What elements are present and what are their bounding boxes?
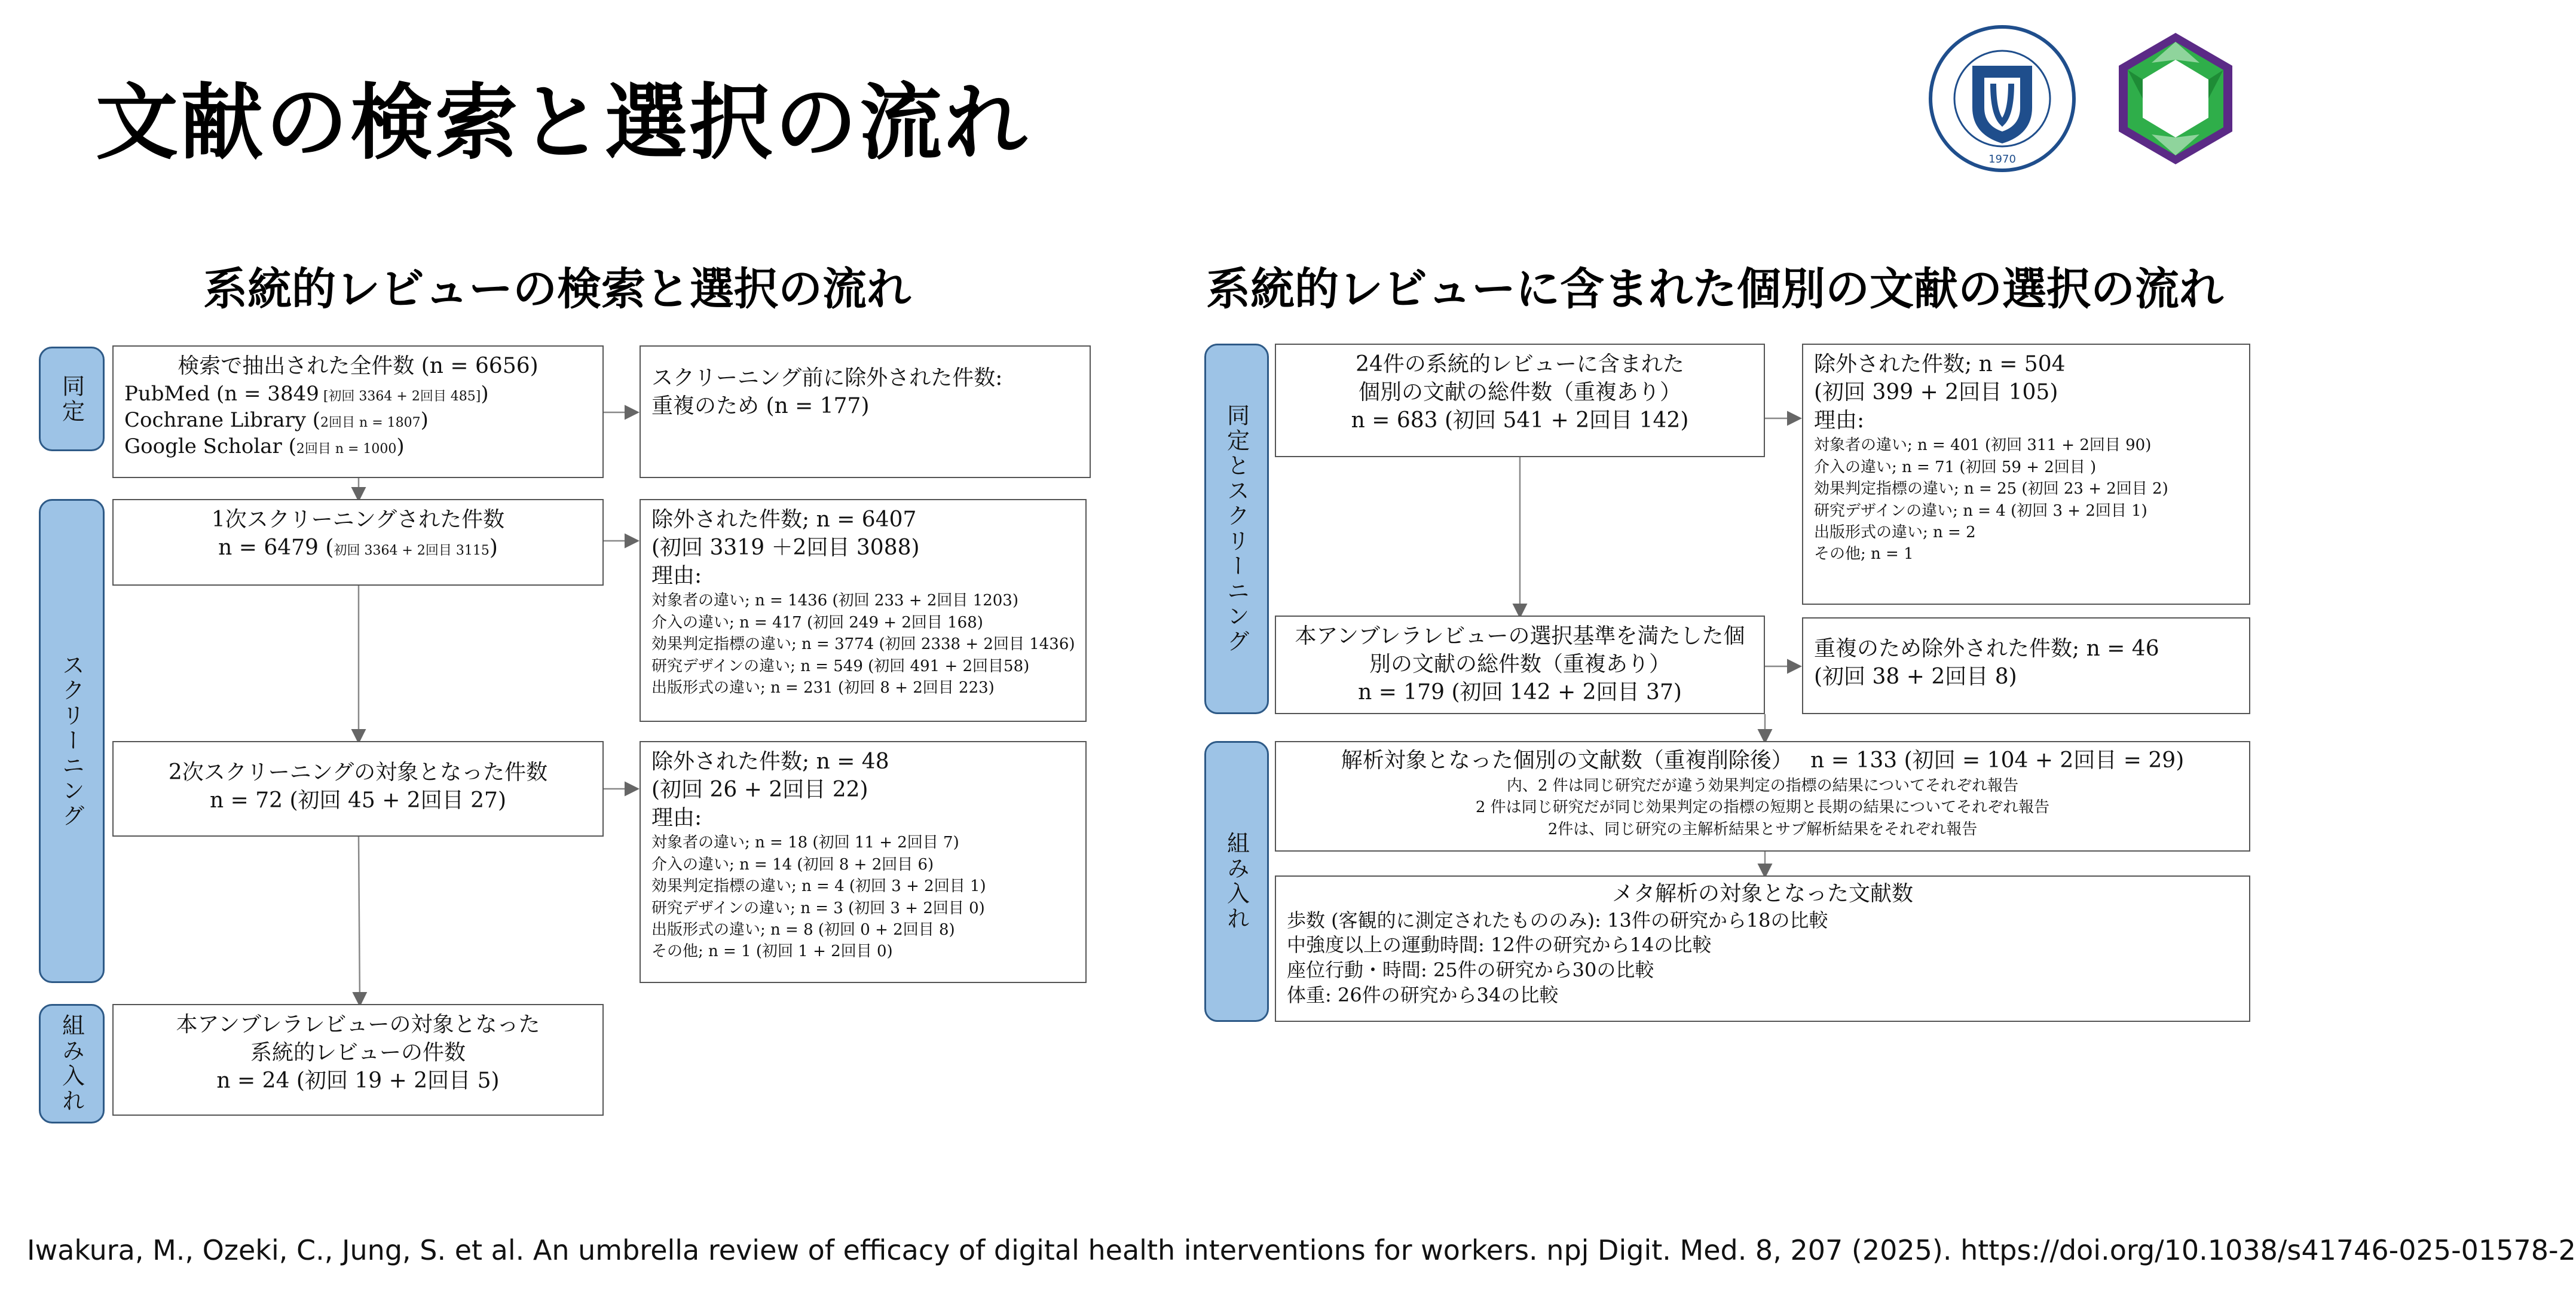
stage-inclusion-label: 組み入れ xyxy=(58,1014,85,1114)
second-screening-line1: 2次スクリーニングの対象となった件数 xyxy=(168,760,548,785)
first-screening-detail: 初回 3364 + 2回目 3115 xyxy=(334,543,489,558)
second-screening-line2: n = 72 (初回 45 + 2回目 27) xyxy=(209,788,507,813)
criteria-line1: 本アンブレラレビューの選択基準を満たした個 xyxy=(1295,624,1745,648)
stage-screening xyxy=(39,499,105,983)
removed-before-line2: 重複のため (n = 177) xyxy=(651,393,870,418)
duplicates-line1: 重複のため除外された件数; n = 46 xyxy=(1814,636,2159,661)
pubmed-count: PubMed (n = 3849 xyxy=(124,381,319,406)
removed-before-screening-box xyxy=(640,345,1091,478)
included-line3: n = 24 (初回 19 + 2回目 5) xyxy=(216,1068,500,1093)
duplicates-line2: (初回 38 + 2回目 8) xyxy=(1814,664,2017,689)
total-articles-box xyxy=(1275,344,1765,457)
total-line1: 24件の系統的レビューに含まれた xyxy=(1356,352,1684,376)
scholar-close: ) xyxy=(396,434,405,459)
pubmed-close: ) xyxy=(481,381,489,406)
identified-records-box xyxy=(112,345,604,478)
citation-text: Iwakura, M., Ozeki, C., Jung, S. et al. An umbrella review of efficacy of digital health interventions for workers. npj Digit. Med. 8, 207 (2025). https://doi.org/10.1038/s41746-025-01578-2 xyxy=(27,1234,2576,1266)
meta-item: 体重: 26件の研究から34の比較 xyxy=(1287,983,1559,1006)
excluded-articles-line2: (初回 399 + 2回目 105) xyxy=(1814,379,2058,405)
stage-inclusion-right xyxy=(1204,741,1269,1022)
excluded-second-line1: 除外された件数; n = 48 xyxy=(651,749,889,774)
excluded-articles-box xyxy=(1802,344,2250,605)
second-screening-box xyxy=(112,741,604,837)
first-screening-close: ) xyxy=(489,535,498,560)
excluded-articles-item: 出版形式の違い; n = 2 xyxy=(1814,523,1976,541)
right-heading: 系統的レビューに含まれた個別の文献の選択の流れ xyxy=(1206,264,2223,315)
total-line3: n = 683 (初回 541 + 2回目 142) xyxy=(1351,408,1689,433)
duplicates-removed-box xyxy=(1802,617,2250,714)
scholar-count: Google Scholar ( xyxy=(124,434,296,459)
meta-item: 座位行動・時間: 25件の研究から30の比較 xyxy=(1287,958,1654,981)
excluded-second-box xyxy=(640,741,1087,983)
meta-title: メタ解析の対象となった文献数 xyxy=(1611,881,1913,906)
logo-year: 1970 xyxy=(1988,153,2016,166)
excluded-first-item: 研究デザインの違い; n = 549 (初回 491 + 2回目58) xyxy=(651,657,1030,675)
excluded-second-item: 対象者の違い; n = 18 (初回 11 + 2回目 7) xyxy=(651,834,959,852)
excluded-articles-item: その他; n = 1 xyxy=(1814,545,1914,564)
excluded-first-reason: 理由: xyxy=(651,563,702,588)
analyzed-articles-box xyxy=(1275,741,2250,852)
meta-item: 歩数 (客観的に測定されたもののみ): 13件の研究から18の比較 xyxy=(1287,908,1828,932)
cochrane-count: Cochrane Library ( xyxy=(124,408,321,432)
pubmed-detail: [初回 3364 + 2回目 485] xyxy=(319,388,481,404)
left-heading: 系統的レビューの検索と選択の流れ xyxy=(203,264,911,315)
criteria-line3: n = 179 (初回 142 + 2回目 37) xyxy=(1358,679,1682,705)
analyzed-note: 2 件は同じ研究だが同じ効果判定の指標の短期と長期の結果についてそれぞれ報告 xyxy=(1475,798,2050,817)
identified-title: 検索で抽出された全件数 (n = 6656) xyxy=(178,354,539,378)
stage-identification xyxy=(39,347,105,451)
stage-inclusion xyxy=(39,1004,105,1123)
included-line1: 本アンブレラレビューの対象となった xyxy=(176,1012,540,1037)
excluded-second-item: その他; n = 1 (初回 1 + 2回目 0) xyxy=(651,942,893,961)
excluded-second-item: 介入の違い; n = 14 (初回 8 + 2回目 6) xyxy=(651,855,934,874)
scholar-detail: 2回目 n = 1000 xyxy=(296,442,397,457)
excluded-first-line2: (初回 3319 ＋2回目 3088) xyxy=(651,535,920,560)
first-screening-line1: 1次スクリーニングされた件数 xyxy=(211,507,505,532)
analyzed-note: 内、2 件は同じ研究だが違う効果判定の指標の結果についてそれぞれ報告 xyxy=(1506,776,2019,795)
excluded-articles-item: 介入の違い; n = 71 (初回 59 + 2回目 ) xyxy=(1814,458,2097,476)
criteria-line2: 別の文献の総件数（重複あり） xyxy=(1369,651,1671,676)
cochrane-close: ) xyxy=(420,408,429,432)
excluded-articles-item: 対象者の違い; n = 401 (初回 311 + 2回目 90) xyxy=(1814,436,2152,455)
included-reviews-box xyxy=(112,1004,604,1116)
excluded-first-box xyxy=(640,499,1087,722)
stage-identification-screening-label: 同定とスクリーニング xyxy=(1223,403,1250,654)
total-line2: 個別の文献の総件数（重複あり） xyxy=(1358,379,1681,405)
cochrane-detail: 2回目 n = 1807 xyxy=(320,415,421,430)
removed-before-line1: スクリーニング前に除外された件数: xyxy=(651,366,1003,390)
excluded-second-reason: 理由: xyxy=(651,805,702,830)
excluded-first-line1: 除外された件数; n = 6407 xyxy=(651,507,917,532)
analyzed-note: 2件は、同じ研究の主解析結果とサブ解析結果をそれぞれ報告 xyxy=(1547,820,1978,838)
excluded-second-item: 効果判定指標の違い; n = 4 (初回 3 + 2回目 1) xyxy=(651,877,986,896)
excluded-articles-item: 効果判定指標の違い; n = 25 (初回 23 + 2回目 2) xyxy=(1814,480,2168,498)
meta-analysis-box xyxy=(1275,875,2250,1022)
stage-identification-screening xyxy=(1204,344,1269,714)
included-line2: 系統的レビューの件数 xyxy=(250,1040,466,1065)
stage-screening-label: スクリーニング xyxy=(58,653,85,829)
meta-item: 中強度以上の運動時間: 12件の研究から14の比較 xyxy=(1287,933,1712,957)
excluded-first-item: 対象者の違い; n = 1436 (初回 233 + 2回目 1203) xyxy=(651,592,1018,610)
excluded-first-item: 効果判定指標の違い; n = 3774 (初回 2338 + 2回目 1436) xyxy=(651,635,1075,654)
excluded-second-item: 研究デザインの違い; n = 3 (初回 3 + 2回目 0) xyxy=(651,899,985,917)
analyzed-line1: 解析対象となった個別の文献数（重複削除後） n = 133 (初回 = 104 + 2回目 = 29) xyxy=(1341,748,2185,773)
excluded-first-item: 出版形式の違い; n = 231 (初回 8 + 2回目 223) xyxy=(651,678,995,697)
excluded-first-item: 介入の違い; n = 417 (初回 249 + 2回目 168) xyxy=(651,613,983,632)
excluded-articles-reason: 理由: xyxy=(1814,408,1865,433)
first-screening-count: n = 6479 ( xyxy=(218,535,334,560)
excluded-second-line2: (初回 26 + 2回目 22) xyxy=(651,777,868,802)
first-screening-box xyxy=(112,499,604,586)
stage-inclusion-right-label: 組み入れ xyxy=(1223,831,1250,932)
stage-identification-label: 同定 xyxy=(58,374,85,424)
excluded-articles-item: 研究デザインの違い; n = 4 (初回 3 + 2回目 1) xyxy=(1814,501,2147,520)
excluded-second-item: 出版形式の違い; n = 8 (初回 0 + 2回目 8) xyxy=(651,920,955,939)
criteria-met-box xyxy=(1275,616,1765,714)
excluded-articles-line1: 除外された件数; n = 504 xyxy=(1814,352,2066,376)
page-title: 文献の検索と選択の流れ xyxy=(96,75,1030,171)
